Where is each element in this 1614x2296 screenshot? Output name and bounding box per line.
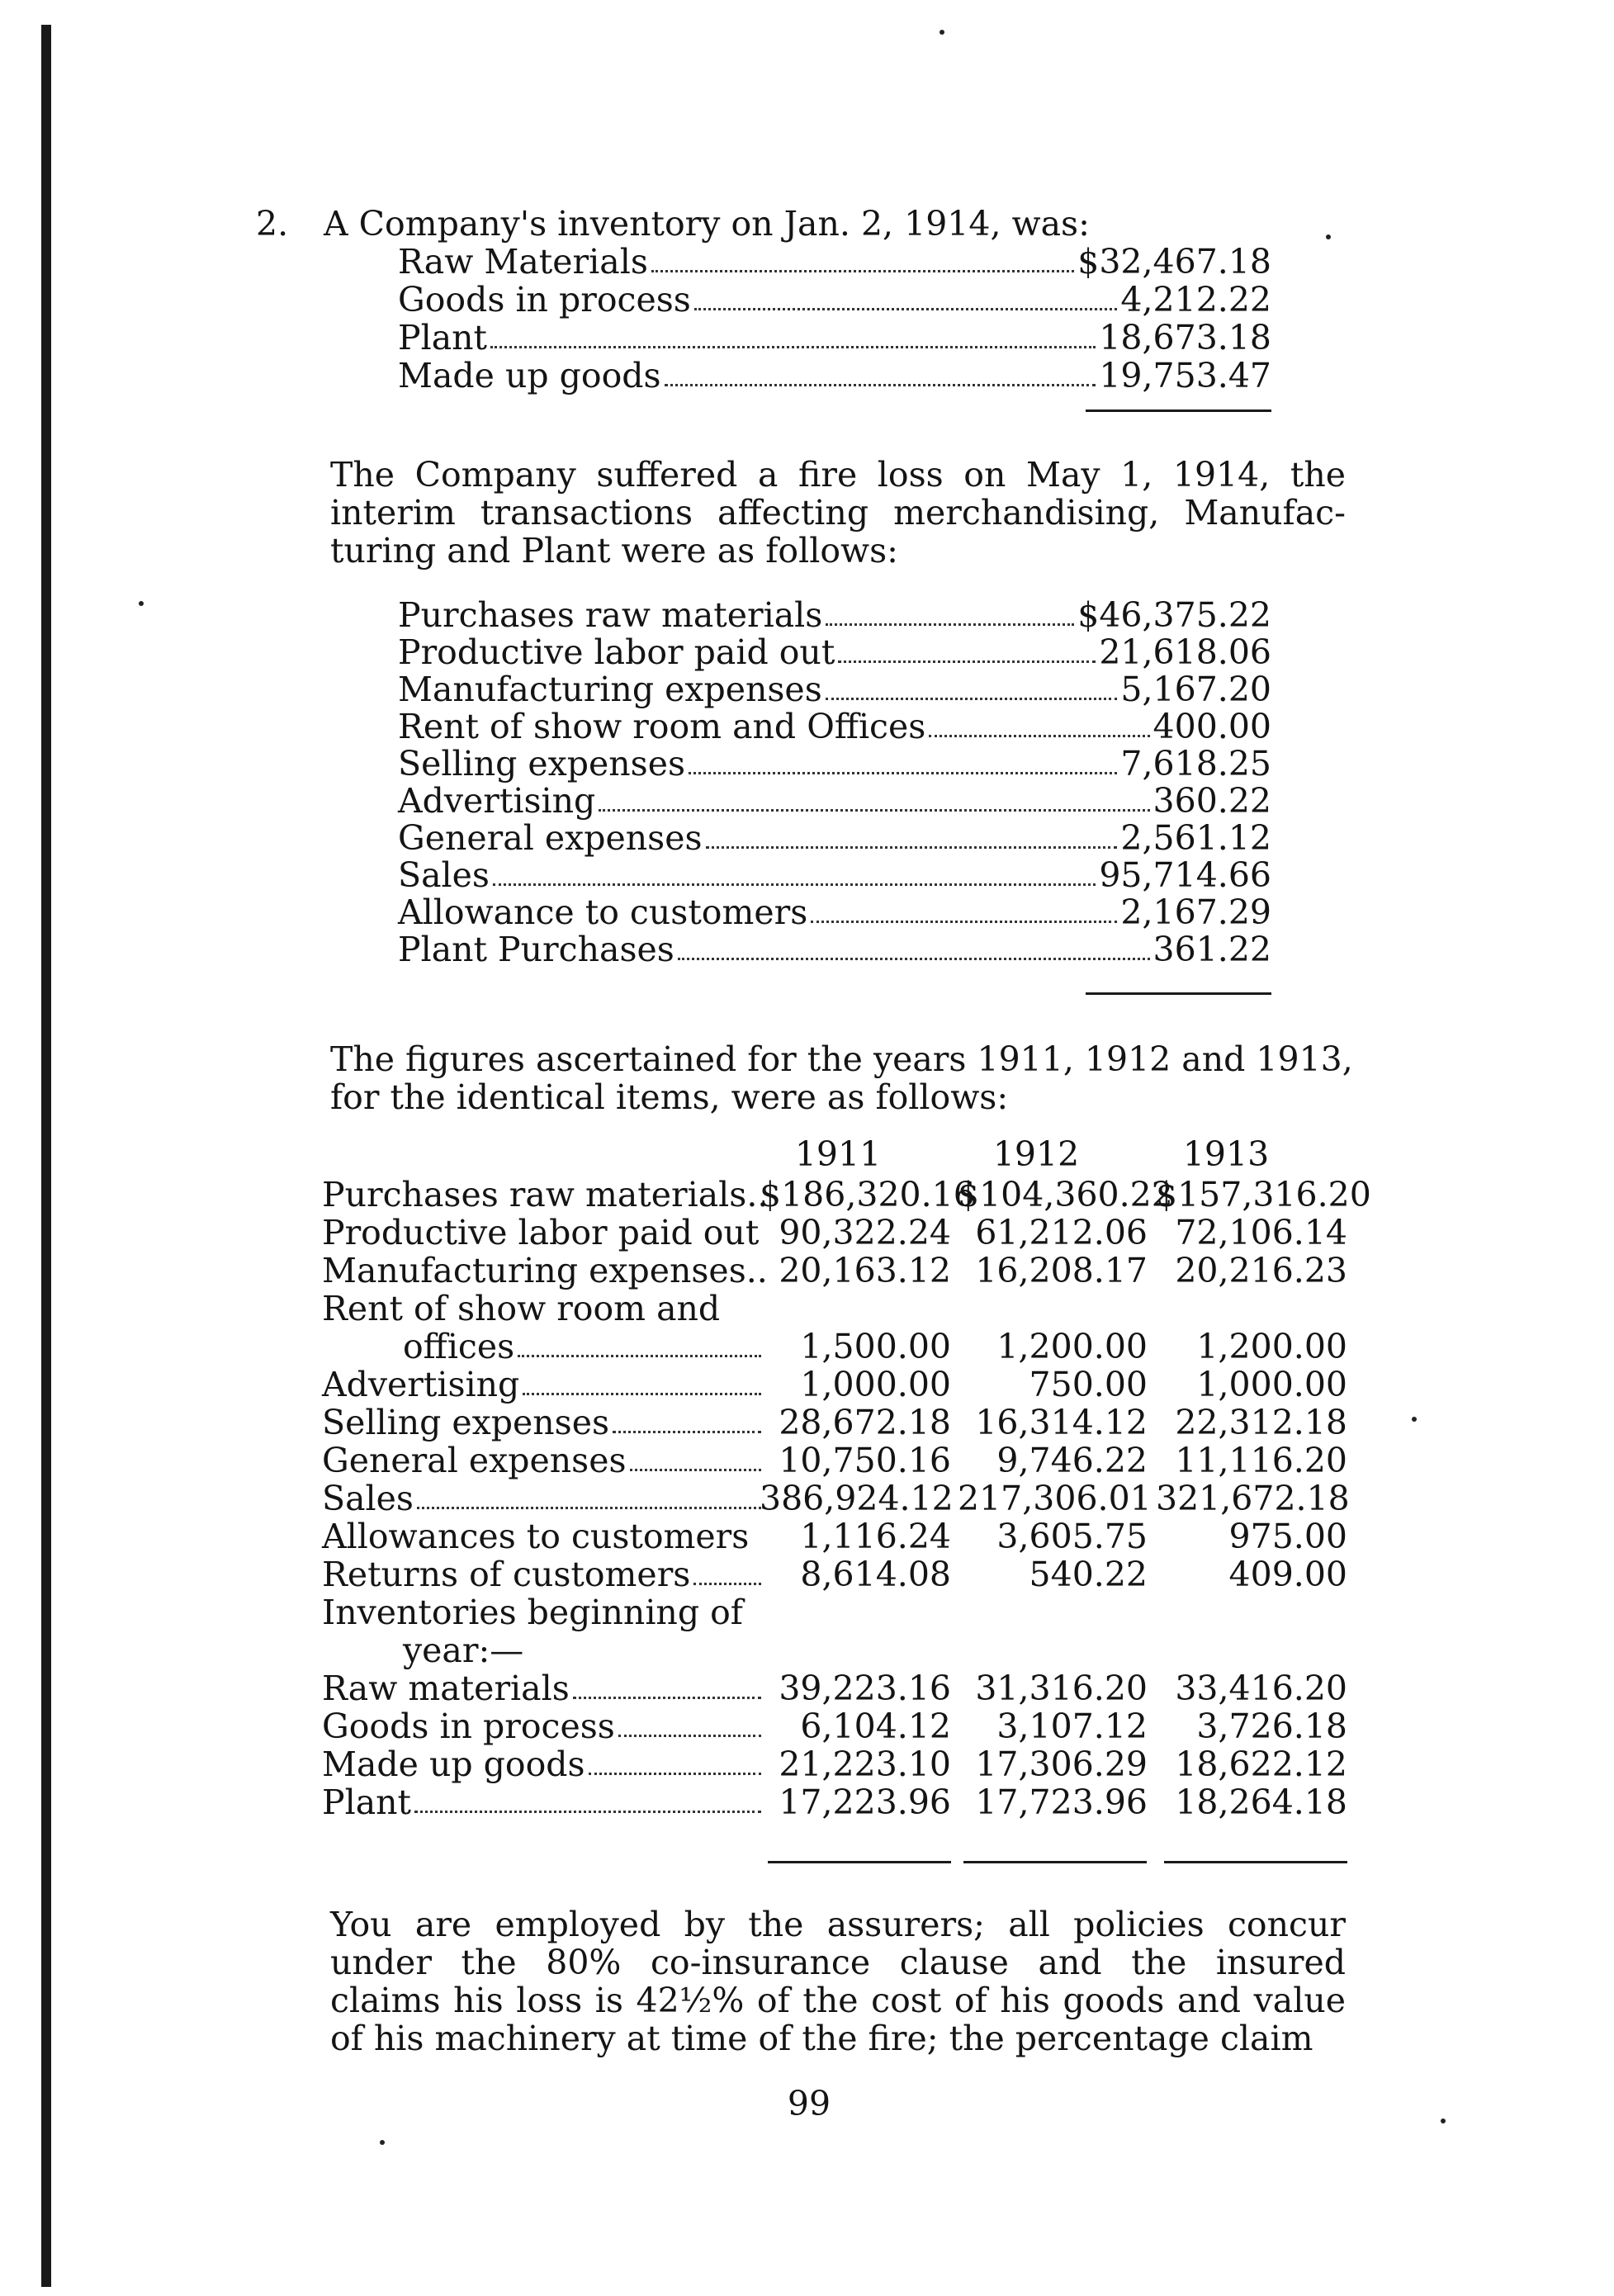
dot-leader [599,809,1149,812]
transaction-amount: 2,561.12 [1120,818,1271,858]
dot-leader [417,1507,761,1509]
table-cell: $104,360.22 [958,1175,1173,1214]
inventory-item [398,319,1271,357]
row-label: Sales [322,1479,414,1518]
table-cell: 3,107.12 [996,1707,1148,1746]
table-cell: 22,312.18 [1175,1403,1347,1442]
inventory-label: Made up goods [398,356,661,395]
transaction-label: Rent of show room and Offices [398,707,926,746]
table-row-label [322,1517,764,1555]
scan-speck [940,30,944,35]
table-cell: 975.00 [1228,1517,1347,1556]
row-label: Raw materials [322,1669,570,1708]
inventory-amount: 4,212.22 [1120,280,1271,320]
transaction-label: Manufacturing expenses [398,670,822,709]
closing-paragraph-line: You are employed by the assurers; all policies concur [330,1905,1346,1944]
table-cell: 20,163.12 [779,1251,951,1290]
table-cell: 750.00 [1029,1365,1148,1404]
table-row-label [322,1593,764,1631]
transaction-item [398,633,1271,671]
table-cell: 9,746.22 [996,1441,1148,1480]
inventory-amount: 19,753.47 [1099,356,1271,395]
scan-speck [380,2140,385,2145]
transaction-amount: 21,618.06 [1099,632,1271,672]
dot-leader [826,698,1118,700]
closing-paragraph-line: of his machinery at time of the fire; the percentage claim [330,2019,1313,2058]
table-cell: 386,924.12 [760,1479,954,1518]
table-cell: 39,223.16 [779,1669,951,1708]
inventory-label: Plant [398,318,488,357]
inventory-amount: $32,467.18 [1077,242,1271,282]
row-label: Advertising [322,1365,520,1404]
year-header: 1912 [992,1134,1080,1174]
problem-intro: A Company's inventory on Jan. 2, 1914, was: [324,204,1090,244]
table-cell: 21,223.10 [779,1744,951,1784]
dot-leader [706,846,1118,849]
table-row-label [322,1669,764,1707]
closing-paragraph-line: under the 80% co-insurance clause and the insured [330,1943,1346,1982]
fire-paragraph-line: interim transactions affecting merchandising, Manufac- [330,493,1346,533]
transaction-amount: 7,618.25 [1120,744,1271,783]
transaction-amount: 2,167.29 [1120,892,1271,932]
transaction-item [398,856,1271,894]
table-cell: 18,264.18 [1175,1782,1347,1822]
table-cell: $157,316.20 [1156,1175,1371,1214]
transaction-item [398,930,1271,968]
problem-number: 2. [256,204,289,244]
table-cell: 1,000.00 [1196,1365,1347,1404]
dot-leader [694,308,1118,310]
row-label: Plant [322,1782,412,1822]
table-cell: 17,306.29 [975,1744,1148,1784]
dot-leader [493,883,1096,886]
table-row-label [322,1555,764,1593]
table-row-label [322,1366,764,1404]
table-cell: 18,622.12 [1175,1744,1347,1784]
table-cell: 1,200.00 [1196,1327,1347,1366]
table-row-label [322,1175,769,1214]
dot-leader [693,1583,761,1585]
table-cell: 10,750.16 [779,1441,951,1480]
dot-leader [838,660,1096,663]
table-row-label [322,1214,764,1252]
transaction-item [398,708,1271,746]
transaction-label: Plant Purchases [398,930,674,969]
inventory-item [398,357,1271,395]
table-cell: 31,316.20 [975,1669,1148,1708]
table-cell: 90,322.24 [779,1213,951,1252]
transaction-item [398,670,1271,708]
transaction-label: General expenses [398,818,703,858]
transaction-amount: 400.00 [1153,707,1271,746]
table-cell: 17,223.96 [779,1782,951,1822]
dot-leader [811,921,1117,923]
transaction-amount: 95,714.66 [1099,855,1271,895]
transaction-amount: 360.22 [1153,781,1271,821]
table-cell: 217,306.01 [958,1479,1152,1518]
table-row-label [322,1745,764,1783]
column-rule [768,1861,951,1863]
binding-edge [41,25,51,2287]
total-rule [1086,992,1271,995]
dot-leader [518,1355,761,1357]
table-row-label [403,1328,764,1366]
fire-paragraph-line: The Company suffered a fire loss on May 1, 1914, the [330,455,1346,495]
transaction-amount: 361.22 [1153,930,1271,969]
scan-speck [1441,2118,1446,2123]
dot-leader [678,958,1150,960]
scan-speck [1412,1417,1417,1422]
dot-leader [826,623,1074,626]
row-label: Manufacturing expenses.. [322,1251,768,1290]
row-label: Productive labor paid out [322,1213,760,1252]
table-cell: 1,500.00 [800,1327,951,1366]
figures-paragraph-line: The figures ascertained for the years 1911, 1912 and 1913, [330,1039,1353,1079]
dot-leader [414,1811,761,1813]
closing-paragraph-line: claims his loss is 42½% of the cost of his goods and value [330,1981,1346,2020]
table-cell: 61,212.06 [975,1213,1148,1252]
transaction-label: Selling expenses [398,744,686,783]
dot-leader [613,1431,761,1433]
dot-leader [523,1393,761,1395]
table-row-label [322,1251,768,1290]
table-cell: 16,208.17 [975,1251,1148,1290]
inventory-item [398,281,1271,319]
table-cell: 540.22 [1029,1555,1148,1594]
column-rule [1164,1861,1347,1863]
table-cell: 3,726.18 [1196,1707,1347,1746]
row-label: Allowances to customers [322,1517,750,1556]
row-label: General expenses [322,1441,627,1480]
fire-paragraph-line: turing and Plant were as follows: [330,531,898,570]
table-cell: 28,672.18 [779,1403,951,1442]
inventory-amount: 18,673.18 [1099,318,1271,357]
inventory-label: Raw Materials [398,242,648,282]
dot-leader [651,270,1074,272]
year-header: 1911 [794,1134,882,1174]
transaction-item [398,745,1271,783]
total-rule [1086,409,1271,412]
table-row-label [403,1631,764,1669]
dot-leader [689,772,1117,774]
table-cell: 33,416.20 [1175,1669,1347,1708]
table-cell: 17,723.96 [975,1782,1148,1822]
transaction-amount: $46,375.22 [1077,595,1271,635]
figures-paragraph-line: for the identical items, were as follows: [330,1077,1009,1117]
transaction-item [398,782,1271,820]
table-row-label [322,1404,764,1442]
row-label: Rent of show room and [322,1289,721,1328]
row-label: offices [403,1327,515,1366]
table-cell: $186,320.16 [760,1175,975,1214]
table-cell: 3,605.75 [996,1517,1148,1556]
dot-leader [573,1697,761,1699]
year-header: 1913 [1182,1134,1270,1174]
dot-leader [589,1773,761,1775]
transaction-label: Allowance to customers [398,892,808,932]
row-label: Goods in process [322,1707,615,1746]
transaction-item [398,893,1271,931]
transaction-item [398,819,1271,857]
row-label: Purchases raw materials.. [322,1175,769,1214]
table-cell: 11,116.20 [1175,1441,1347,1480]
transaction-amount: 5,167.20 [1120,670,1271,709]
row-label: Selling expenses [322,1403,610,1442]
dot-leader [618,1735,761,1737]
dot-leader [665,384,1096,386]
row-label: Inventories beginning of [322,1593,743,1632]
transaction-label: Sales [398,855,490,895]
row-label: Made up goods [322,1744,585,1784]
table-cell: 16,314.12 [975,1403,1148,1442]
table-row-label [322,1707,764,1745]
row-label: Returns of customers [322,1555,691,1594]
scan-speck [1326,234,1331,239]
table-cell: 409.00 [1228,1555,1347,1594]
table-row-label [322,1290,764,1328]
table-cell: 72,106.14 [1175,1213,1347,1252]
table-row-label [322,1783,764,1821]
transaction-label: Purchases raw materials [398,595,823,635]
page-number: 99 [787,2084,831,2123]
column-rule [963,1861,1147,1863]
table-row-label [322,1479,764,1517]
table-cell: 1,200.00 [996,1327,1148,1366]
scan-speck [139,601,144,606]
dot-leader [630,1469,761,1471]
table-cell: 321,672.18 [1156,1479,1350,1518]
transaction-label: Productive labor paid out [398,632,835,672]
inventory-item [398,243,1271,281]
table-cell: 1,000.00 [800,1365,951,1404]
row-label: year:— [403,1631,524,1670]
table-cell: 1,116.24 [800,1517,951,1556]
dot-leader [490,346,1096,348]
transaction-item [398,596,1271,634]
table-row-label [322,1442,764,1479]
transaction-label: Advertising [398,781,596,821]
inventory-label: Goods in process [398,280,691,320]
table-cell: 6,104.12 [800,1707,951,1746]
dot-leader [929,735,1149,737]
table-cell: 20,216.23 [1175,1251,1347,1290]
table-cell: 8,614.08 [800,1555,951,1594]
